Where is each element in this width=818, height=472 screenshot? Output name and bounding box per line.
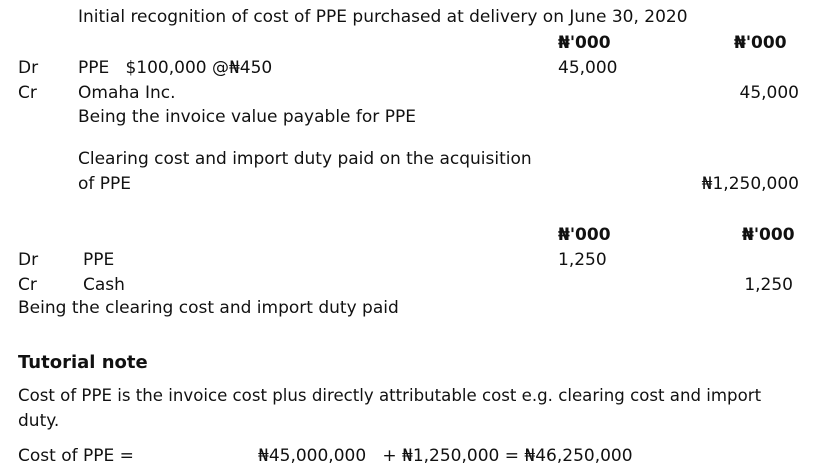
journal2-cr-account: Cash [83, 275, 125, 295]
clearing-amount: ₦1,250,000 [701, 174, 799, 194]
journal2-dr-amount: 1,250 [558, 250, 607, 270]
journal1-cr-account: Omaha Inc. [78, 83, 176, 103]
journal2-col2-header: ₦'000 [742, 225, 795, 245]
journal1-dr-label: Dr [18, 58, 39, 78]
journal1-col1-header: ₦'000 [558, 33, 611, 53]
journal1-cr-label: Cr [18, 83, 37, 103]
journal2-cr-label: Cr [18, 275, 37, 295]
journal1-narration: Being the invoice value payable for PPE [78, 107, 416, 127]
journal2-cr-amount: 1,250 [744, 275, 793, 295]
journal1-cr-amount: 45,000 [739, 83, 799, 103]
journal2-col1-header: ₦'000 [558, 225, 611, 245]
clearing-line1: Clearing cost and import duty paid on the acquisition [78, 149, 532, 169]
tutorial-title: Tutorial note [18, 352, 148, 373]
journal2-dr-label: Dr [18, 250, 39, 270]
formula-label: Cost of PPE = [18, 446, 134, 466]
journal2-narration: Being the clearing cost and import duty paid [18, 298, 399, 318]
journal1-heading: Initial recognition of cost of PPE purchased at delivery on June 30, 2020 [78, 7, 688, 27]
tutorial-line1: Cost of PPE is the invoice cost plus directly attributable cost e.g. clearing cost and import [18, 386, 762, 405]
tutorial-line2: duty. [18, 411, 60, 431]
formula-value: ₦45,000,000 + ₦1,250,000 = ₦46,250,000 [258, 446, 633, 466]
journal1-dr-account: PPE $100,000 @₦450 [78, 58, 273, 78]
clearing-line2: of PPE [78, 174, 132, 194]
journal2-dr-account: PPE [83, 250, 115, 270]
journal1-dr-amount: 45,000 [558, 58, 618, 78]
journal1-col2-header: ₦'000 [734, 33, 787, 53]
